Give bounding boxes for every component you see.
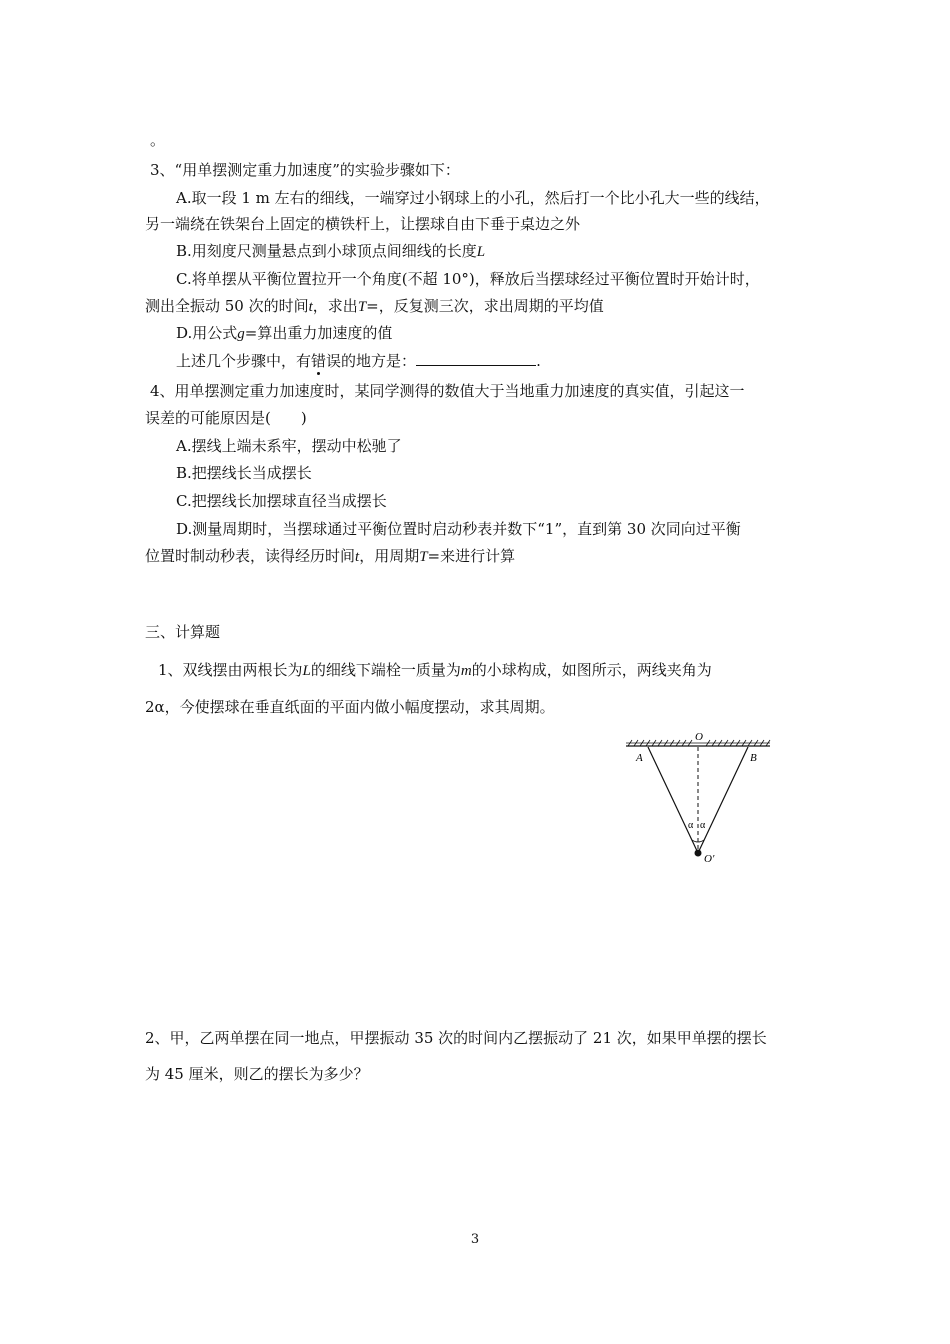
q3-ask-text-a: 上述几个步骤中，有 [176,352,312,370]
alpha-right: α [700,820,706,831]
q4-option-c: C.把摆线长加摆球直径当成摆长 [176,492,387,510]
q4-d-text-c: =来进行计算 [427,547,516,565]
answer-blank[interactable] [416,351,536,366]
var-L: L [302,663,311,679]
char-wu: 误 [326,352,342,370]
string-b [698,747,748,853]
p1-line2: 2α，今使摆球在垂直纸面的平面内做小幅度摆动，求其周期。 [145,698,555,716]
alpha-left: α [688,820,694,831]
var-T: T [357,299,367,315]
string-a [648,747,698,853]
double-pendulum-figure [618,728,788,873]
label-o: O [695,731,703,743]
p1-text-c: 的小球构成，如图所示，两线夹角为 [471,661,712,679]
label-b: B [750,752,757,764]
q3-option-c-line1: C.将单摆从平衡位置拉开一个角度(不超 10°)，释放后当摆球经过平衡位置时开始计时， [176,270,760,288]
top-mark: 。 [150,131,166,149]
q3-d-text-a: D.用公式 [176,324,238,342]
q4-line2: 误差的可能原因是( ) [145,409,307,427]
q3-option-a-line2: 另一端绕在铁架台上固定的横铁杆上，让摆球自由下垂于桌边之外 [145,215,581,233]
q3-option-b-text: B.用刻度尺测量悬点到小球顶点间细线的长度 [176,242,477,260]
q4-d-text-b: ，用周期 [359,547,420,565]
q3-title: 3、“用单摆测定重力加速度”的实验步骤如下： [150,161,460,179]
q4-d-text-a: 位置时制动秒表，读得经历时间 [145,547,356,565]
q3-option-a-line1: A.取一段 1 m 左右的细线，一端穿过小钢球上的小孔，然后打一个比小孔大一些的线结， [176,189,770,207]
label-a: A [636,752,643,764]
var-g: g [237,326,245,342]
q3-c-text-c: =，反复测三次，求出周期的平均值 [366,297,604,315]
q4-option-b: B.把摆线长当成摆长 [176,464,312,482]
emphasized-char-cuo: 错 [311,352,327,370]
p1-line1 [158,660,712,681]
label-o-prime: O′ [704,853,715,865]
q4-option-d-line1: D.测量周期时，当摆球通过平衡位置时启动秒表并数下“1”，直到第 30 次同向过平衡 [176,520,741,538]
p1-text-b: 的细线下端栓一质量为 [310,661,461,679]
page-number: 3 [470,1232,480,1247]
q3-c-text-b: ，求出 [312,297,358,315]
q3-option-c-line2 [145,296,604,317]
section-title: 三、计算题 [145,623,221,641]
q3-ask-text-b: 的地方是： [341,352,417,370]
p2-line2: 为 45 厘米，则乙的摆长为多少？ [145,1065,369,1083]
p2-line1: 2、甲，乙两单摆在同一地点，甲摆振动 35 次的时间内乙摆振动了 21 次，如果甲单摆的摆长 [145,1029,767,1047]
q3-d-text-b: =算出重力加速度的值 [244,324,393,342]
pendulum-ball [695,850,702,857]
var-t: t [355,549,360,565]
p1-text-a: 1、双线摆由两根长为 [158,661,303,679]
q4-line1: 4、用单摆测定重力加速度时，某同学测得的数值大于当地重力加速度的真实值，引起这一 [150,382,745,400]
var-T: T [419,549,428,565]
q3-ask-end: . [536,352,541,370]
q3-question [176,351,541,371]
var-L: L [476,244,486,260]
q4-option-d-line2 [145,546,515,567]
q3-option-d [176,323,392,344]
var-m: m [460,663,472,679]
q4-option-a: A.摆线上端未系牢，摆动中松驰了 [176,437,402,455]
q3-c-text-a: 测出全振动 50 次的时间 [145,297,309,315]
var-t: t [308,299,313,315]
q3-option-b [176,241,485,262]
